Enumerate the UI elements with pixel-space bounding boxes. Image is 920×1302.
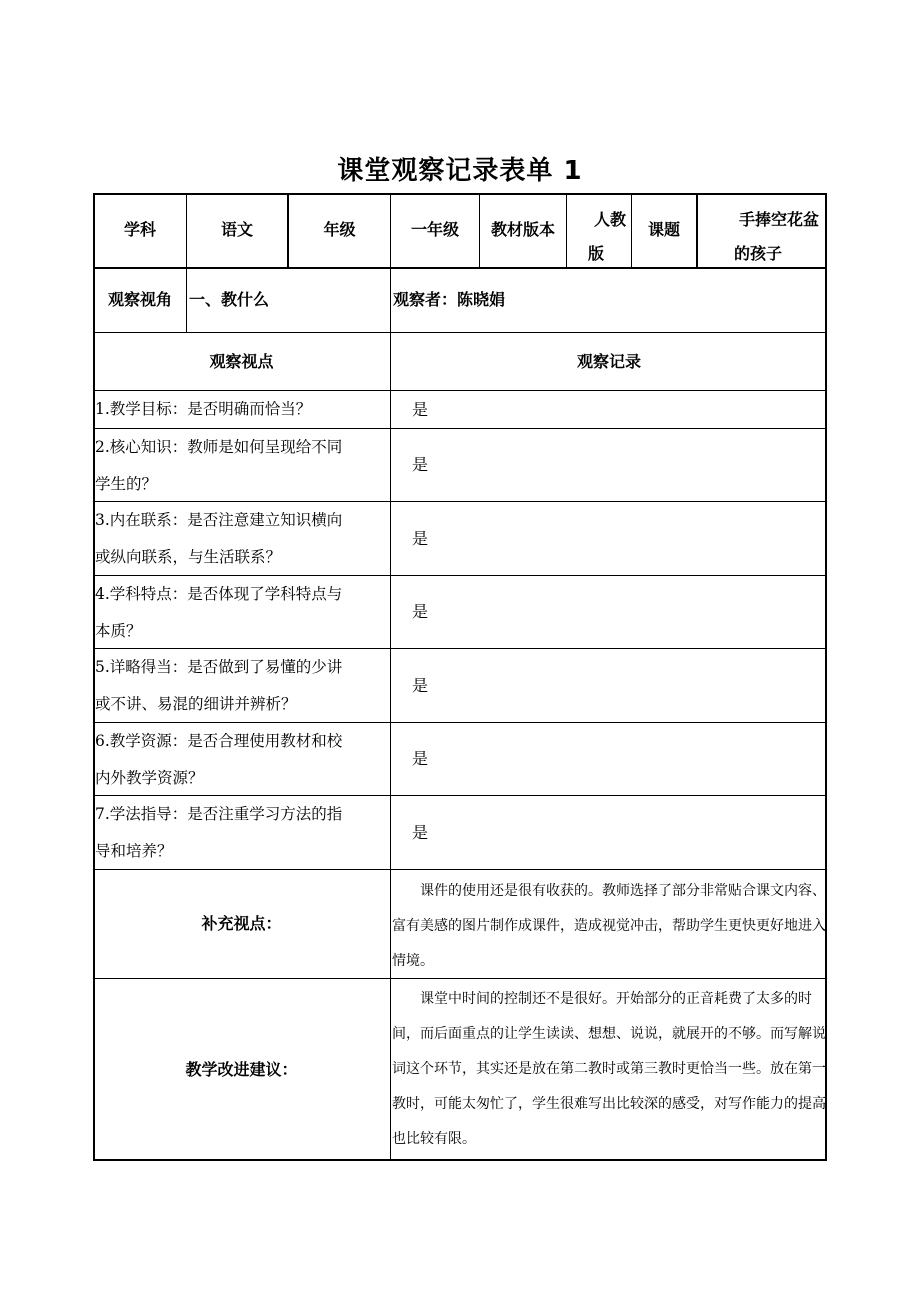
point-6-line2: 内外教学资源？ (95, 769, 204, 787)
point-2-line1: 2.核心知识：教师是如何呈现给不同 (95, 438, 343, 456)
improvement-text: 课堂中时间的控制还不是很好。开始部分的正音耗费了太多的时间，而后面重点的让学生读读、想想、说说，就展开的不够。而写解说词这个环节，其实还是放在第二教时或第三教时更恰当一些。放在第一教时，可能太匆忙了，学生很难写出比较深的感受，对写作能力的提高也比较有限。 (392, 991, 826, 1147)
point-4-line1: 4.学科特点：是否体现了学科特点与 (95, 585, 343, 603)
col-divider (390, 267, 391, 1161)
observation-point-5 (95, 649, 389, 723)
topic-value-line2: 的孩子 (734, 244, 783, 263)
improvement-label: 教学改进建议： (185, 1060, 298, 1079)
perspective-value: 一、教什么 (189, 290, 270, 309)
topic-value (698, 203, 827, 271)
point-7-line1: 7.学法指导：是否注重学习方法的指 (95, 805, 343, 823)
edition-value-line2: 版 (588, 244, 605, 263)
point-5-line1: 5.详略得当：是否做到了易懂的少讲 (95, 658, 343, 676)
perspective-label: 观察视角 (107, 290, 172, 309)
edition-value (567, 203, 631, 271)
observation-record-2: 是 (412, 455, 429, 474)
observation-point-6 (95, 723, 389, 797)
observer-name: 观察者：陈晓娟 (393, 290, 506, 309)
point-3-line2: 或纵向联系，与生活联系？ (95, 548, 282, 566)
topic-label: 课题 (647, 220, 680, 239)
grade-label: 年级 (323, 220, 356, 239)
observation-point-1: 1.教学目标：是否明确而恰当？ (95, 400, 312, 418)
point-7-line2: 导和培养？ (95, 842, 173, 860)
grade-value: 一年级 (410, 220, 459, 239)
page-title: 课堂观察记录表单 1 (337, 156, 583, 186)
point-3-line1: 3.内在联系：是否注意建立知识横向 (95, 511, 343, 529)
observation-record-1: 是 (412, 399, 429, 419)
edition-label: 教材版本 (490, 220, 555, 239)
topic-value-line1: 手捧空花盆 (738, 210, 819, 229)
edition-value-line1: 人教 (593, 210, 626, 229)
observation-record-3: 是 (412, 528, 429, 548)
point-5-line2: 或不讲、易混的细讲并辨析？ (95, 695, 297, 713)
observation-point-7 (95, 796, 389, 870)
point-4-line2: 本质？ (95, 622, 142, 640)
point-2-line2: 学生的？ (95, 475, 158, 493)
records-column-header: 观察记录 (576, 351, 641, 371)
observation-record-6: 是 (412, 749, 429, 768)
observation-point-2 (95, 429, 389, 503)
point-6-line1: 6.教学资源：是否合理使用教材和校 (95, 732, 343, 750)
observation-point-4 (95, 576, 389, 650)
observation-record-5: 是 (412, 675, 429, 695)
supplement-label: 补充视点： (201, 914, 282, 933)
supplement-text: 课件的使用还是很有收获的。教师选择了部分非常贴合课文内容、富有美感的图片制作成课件，造成视觉冲击，帮助学生更快更好地进入情境。 (392, 883, 826, 969)
subject-value: 语文 (220, 220, 253, 239)
points-column-header: 观察视点 (209, 351, 274, 371)
observation-point-3 (95, 502, 389, 576)
observation-record-7: 是 (412, 822, 429, 842)
observation-record-4: 是 (412, 602, 429, 621)
subject-label: 学科 (123, 220, 156, 239)
